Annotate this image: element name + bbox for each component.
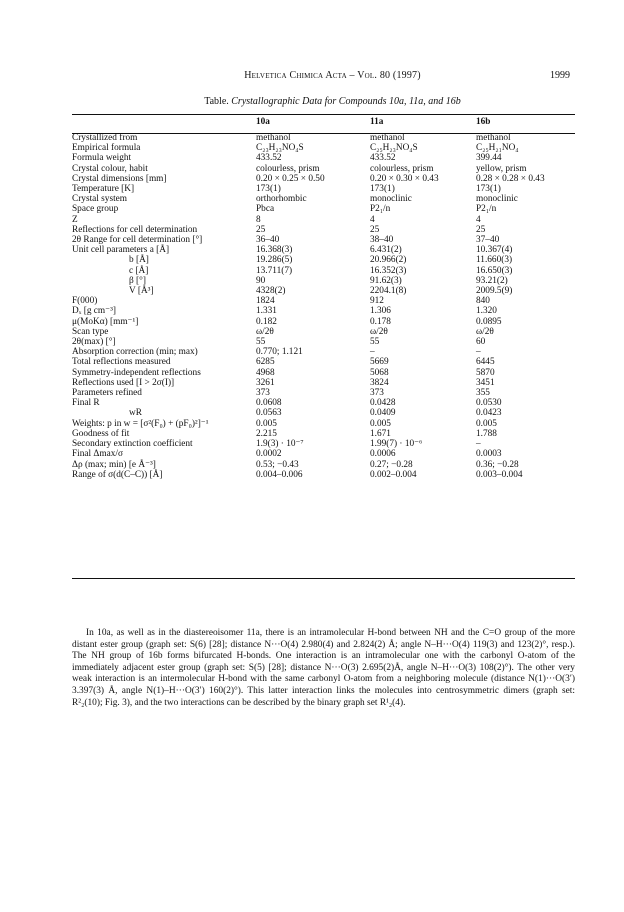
table-row	[72, 296, 575, 306]
row-label: β [°]	[129, 275, 146, 286]
table-row	[72, 470, 575, 480]
table-cell: C₂₅H₂₁NO₄	[476, 143, 519, 154]
row-label: c [Å]	[129, 265, 149, 276]
table-cell: 1.99(7) · 10⁻⁶	[370, 439, 423, 450]
table-cell: 91.62(3)	[370, 275, 402, 286]
table-cell: 5068	[370, 367, 389, 378]
table-cell: 0.003–0.004	[476, 469, 523, 480]
table-cell: 5669	[370, 357, 389, 368]
row-label: b [Å]	[129, 255, 149, 266]
table-cell: 173(1)	[256, 184, 281, 195]
table-cell: 4	[370, 214, 375, 225]
table-row	[72, 429, 575, 439]
table-cell: ω/2θ	[476, 326, 494, 337]
table-cell: 0.28 × 0.28 × 0.43	[476, 173, 545, 184]
table-row	[72, 378, 575, 388]
table-cell: 16.352(3)	[370, 265, 407, 276]
table-cell: colourless, prism	[370, 163, 434, 174]
table-cell: 0.178	[370, 316, 391, 327]
table-cell: 0.770; 1.121	[256, 347, 303, 358]
table-row	[72, 347, 575, 357]
table-cell: 0.005	[256, 418, 277, 429]
table-cell: –	[476, 439, 481, 450]
table-cell: 0.0003	[476, 449, 502, 460]
table-cell: 60	[476, 337, 486, 348]
table-cell: 25	[476, 224, 486, 235]
table-row	[72, 439, 575, 449]
table-cell: 0.36; −0.28	[476, 459, 519, 470]
table-cell: 0.0895	[476, 316, 502, 327]
row-label: Scan type	[72, 326, 109, 337]
table-cell: methanol	[256, 133, 291, 143]
table-cell: 20.966(2)	[370, 255, 407, 266]
table-cell: 0.0530	[476, 398, 502, 409]
table-cell: 2.215	[256, 428, 277, 439]
table-cell: 399.44	[476, 153, 502, 164]
table-cell: 36–40	[256, 235, 280, 246]
table-row	[72, 133, 575, 143]
table-cell: 1.788	[476, 428, 497, 439]
table-cell: 433.52	[256, 153, 282, 164]
body-text	[72, 628, 575, 709]
table-header-row	[72, 116, 575, 133]
table-row	[72, 174, 575, 184]
caption-text: Crystallographic Data for Compounds 10a, 11a, and 16b	[231, 96, 461, 107]
row-label: 2θ(max) [°]	[72, 337, 116, 348]
table-row	[72, 286, 575, 296]
table-cell: 16.368(3)	[256, 245, 293, 256]
table-cell: 0.0409	[370, 408, 396, 419]
table-cell: 840	[476, 296, 490, 307]
row-label: Empirical formula	[72, 143, 141, 154]
table-cell: 11.660(3)	[476, 255, 513, 266]
table-row	[72, 255, 575, 265]
table-cell: 0.0563	[256, 408, 282, 419]
table-top-rule	[72, 114, 575, 115]
table-cell: 0.0428	[370, 398, 396, 409]
row-label: V [Å³]	[129, 286, 154, 297]
table-cell: monoclinic	[370, 194, 412, 205]
table-cell: 0.20 × 0.30 × 0.43	[370, 173, 439, 184]
table-cell: 355	[476, 388, 490, 399]
row-label: Weights: p in w = [σ²(F₀) + (pF₀)²]⁻¹	[72, 418, 209, 429]
table-cell: 1.320	[476, 306, 497, 317]
caption-prefix: Table.	[204, 96, 229, 107]
table-row	[72, 317, 575, 327]
table-cell: ω/2θ	[370, 326, 388, 337]
table-cell: P2₁/n	[476, 204, 497, 215]
row-label: wR	[129, 408, 142, 419]
table-cell: 19.286(5)	[256, 255, 293, 266]
row-label: Total reflections measured	[72, 357, 171, 368]
header-cell-10a: 10a	[256, 117, 270, 127]
table-cell: 5870	[476, 367, 495, 378]
table-row	[72, 194, 575, 204]
table-cell: 1.331	[256, 306, 277, 317]
table-row	[72, 143, 575, 153]
table-cell: yellow, prism	[476, 163, 527, 174]
table-cell: 0.005	[476, 418, 497, 429]
table-cell: 16.650(3)	[476, 265, 513, 276]
table-cell: orthorhombic	[256, 194, 307, 205]
row-label: Secondary extinction coefficient	[72, 439, 193, 450]
table-cell: 4328(2)	[256, 286, 286, 297]
table-cell: 37–40	[476, 235, 500, 246]
table-row	[72, 245, 575, 255]
table-row	[72, 368, 575, 378]
table-cell: methanol	[476, 133, 511, 143]
row-label: Range of σ(d(C–C)) [Å]	[72, 469, 163, 480]
table-cell: 10.367(4)	[476, 245, 513, 256]
row-label: Crystal dimensions [mm]	[72, 173, 167, 184]
header-cell-16b: 16b	[476, 117, 491, 127]
table-cell: Pbca	[256, 204, 275, 215]
row-label: 2θ Range for cell determination [°]	[72, 235, 203, 246]
table-cell: 3824	[370, 377, 389, 388]
table-row	[72, 184, 575, 194]
row-label: Goodness of fit	[72, 428, 130, 439]
table-cell: 2204.1(8)	[370, 286, 407, 297]
row-label: Space group	[72, 204, 119, 215]
table-cell: 55	[256, 337, 266, 348]
row-label: Symmetry-independent reflections	[72, 367, 201, 378]
table-row	[72, 449, 575, 459]
table-cell: 25	[256, 224, 266, 235]
table-row	[72, 337, 575, 347]
table-row	[72, 357, 575, 367]
table-row	[72, 225, 575, 235]
row-label: Unit cell parameters a [Å]	[72, 245, 170, 256]
table-cell: colourless, prism	[256, 163, 320, 174]
body-paragraph: In 10a, as well as in the diastereoisomer 11a, there is an intramolecular H-bond between NH and the C=O group of the more distant ester group (graph set: S(6) [28]; distance N···O(4) 2.980(4) and 2.824(2) Å; angle N–H···O(4) 119(3) and 123(2)°, resp.). The NH group of 16b forms bifurcated H-bonds. One interaction is an intramolecular one with the carbonyl O-atom of the immediately adjacent ester group (graph set: S(5) [28]; distance N···O(3) 2.695(2)Å, angle N–H···O(3) 108(2)°). The other very weak interaction is an intermolecular H-bond with the same carbonyl O-atom from a neighboring molecule (distance N(1)···O(3′) 3.397(3) Å, angle N(1)–H···O(3′) 160(2)°). This latter interaction links the molecules into centrosymmetric dimers (graph set: R²₂(10); Fig. 3), and the two interactions can be described by the binary graph set R¹₂(4).	[72, 628, 575, 708]
table-cell: 0.002–0.004	[370, 469, 417, 480]
table-cell: 912	[370, 296, 384, 307]
row-label: Δρ (max; min) [e Å⁻³]	[72, 459, 156, 470]
table-cell: 90	[256, 275, 266, 286]
page-number: 1999	[550, 70, 570, 81]
table-cell: 0.27; −0.28	[370, 459, 413, 470]
table-cell: 6445	[476, 357, 495, 368]
table-cell: 13.711(7)	[256, 265, 293, 276]
row-label: Final R	[72, 398, 100, 409]
table-cell: –	[370, 347, 375, 358]
table-caption	[95, 96, 570, 107]
table-row	[72, 276, 575, 286]
table-cell: 0.0006	[370, 449, 396, 460]
crystallographic-data-table	[72, 116, 575, 480]
table-cell: methanol	[370, 133, 405, 143]
table-row	[72, 388, 575, 398]
row-label: Z	[72, 214, 78, 225]
table-cell: P2₁/n	[370, 204, 391, 215]
table-bottom-rule	[72, 578, 575, 579]
table-row	[72, 460, 575, 470]
table-row	[72, 306, 575, 316]
table-cell: 0.004–0.006	[256, 469, 303, 480]
table-cell: 0.53; −0.43	[256, 459, 299, 470]
table-row	[72, 327, 575, 337]
header-cell-11a: 11a	[370, 117, 384, 127]
table-cell: 4	[476, 214, 481, 225]
table-cell: 0.0423	[476, 408, 502, 419]
table-cell: 38–40	[370, 235, 394, 246]
table-cell: 93.21(2)	[476, 275, 508, 286]
table-cell: 1.306	[370, 306, 391, 317]
table-row	[72, 419, 575, 429]
table-cell: 6.431(2)	[370, 245, 402, 256]
row-label: Reflections for cell determination	[72, 224, 198, 235]
table-cell: 1824	[256, 296, 275, 307]
row-label: F(000)	[72, 296, 98, 307]
table-row	[72, 408, 575, 418]
table-row	[72, 215, 575, 225]
table-cell: 0.20 × 0.25 × 0.50	[256, 173, 325, 184]
table-cell: 0.182	[256, 316, 277, 327]
row-label: Crystal system	[72, 194, 128, 205]
table-row	[72, 153, 575, 163]
table-cell: 433.52	[370, 153, 396, 164]
table-cell: 1.9(3) · 10⁻⁷	[256, 439, 304, 450]
table-row	[72, 164, 575, 174]
table-cell: 25	[370, 224, 380, 235]
row-label: Crystal colour, habit	[72, 163, 148, 174]
table-cell: 2009.5(9)	[476, 286, 513, 297]
table-cell: 373	[370, 388, 384, 399]
row-label: Final Δmax/σ	[72, 449, 124, 460]
table-cell: 173(1)	[370, 184, 395, 195]
row-label: Dₓ [g cm⁻³]	[72, 306, 116, 317]
table-cell: 3451	[476, 377, 495, 388]
row-label: Formula weight	[72, 153, 132, 164]
table-row	[72, 398, 575, 408]
table-cell: 373	[256, 388, 270, 399]
table-cell: 4968	[256, 367, 275, 378]
row-label: μ(MoKα) [mm⁻¹]	[72, 316, 139, 327]
table-cell: monoclinic	[476, 194, 518, 205]
header-cell-label	[72, 116, 256, 133]
table-cell: 173(1)	[476, 184, 501, 195]
table-cell: 6285	[256, 357, 275, 368]
table-cell: 55	[370, 337, 380, 348]
table-cell: 8	[256, 214, 261, 225]
row-label: Temperature [K]	[72, 184, 135, 195]
table-cell: –	[476, 347, 481, 358]
table-cell: C₂₅H₂₃NO₄S	[370, 143, 418, 154]
table-cell: ω/2θ	[256, 326, 274, 337]
table-cell: 0.005	[370, 418, 391, 429]
row-label: Parameters refined	[72, 388, 142, 399]
table-cell: C₂₃H₂₃NO₄S	[256, 143, 304, 154]
table-cell: 3261	[256, 377, 275, 388]
row-label: Crystallized from	[72, 133, 138, 143]
table-row	[72, 235, 575, 245]
table-cell: 1.671	[370, 428, 391, 439]
table-cell: 0.0608	[256, 398, 282, 409]
table-row	[72, 266, 575, 276]
running-header	[95, 70, 570, 84]
journal-title: Helvetica Chimica Acta – Vol. 80 (1997)	[244, 70, 421, 81]
table-cell: 0.0002	[256, 449, 282, 460]
row-label: Absorption correction (min; max)	[72, 347, 198, 358]
row-label: Reflections used [I > 2σ(I)]	[72, 377, 175, 388]
table-row	[72, 204, 575, 214]
